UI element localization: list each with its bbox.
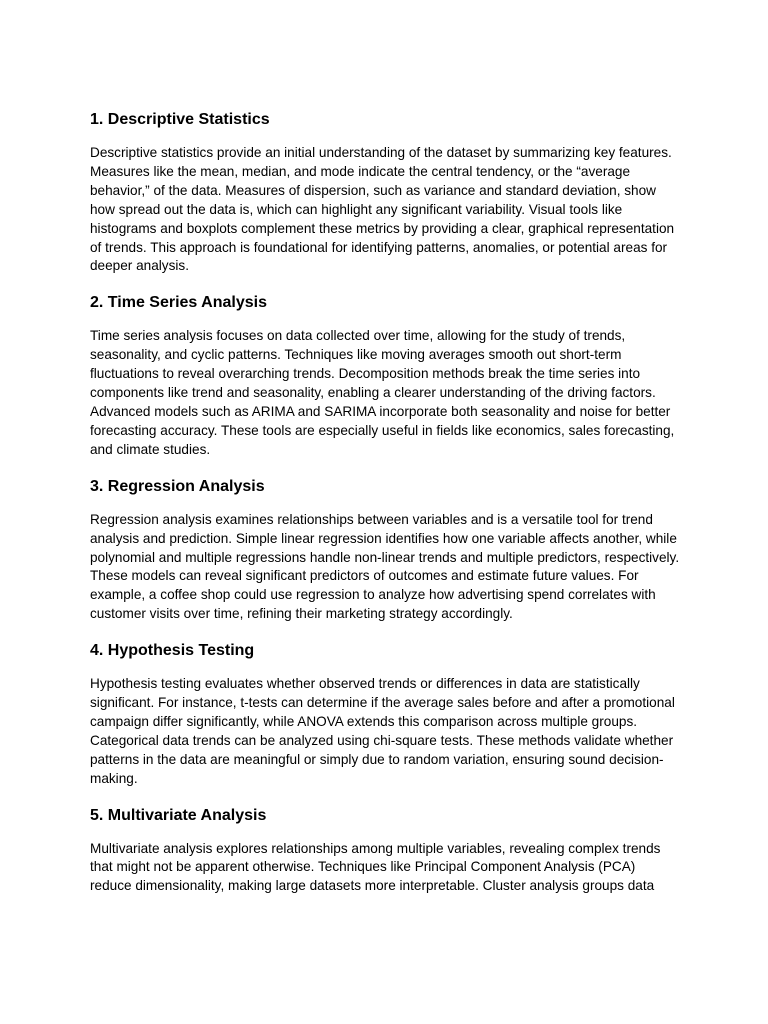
section-paragraph: Regression analysis examines relationships between variables and is a versatile tool for trend analysis and prediction. Simple linear regression identifies how one variable affects another, while polynomial and multiple regressions handle non-linear trends and multiple predictors, respectively. These models can reveal significant predictors of outcomes and estimate future values. For example, a coffee shop could use regression to analyze how advertising spend correlates with customer visits over time, refining their marketing strategy accordingly.: [90, 511, 680, 622]
section-paragraph: Time series analysis focuses on data collected over time, allowing for the study of trends, seasonality, and cyclic patterns. Techniques like moving averages smooth out short-term fluctuations to reveal overarching trends. Decomposition methods break the time series into components like trend and seasonality, enabling a clearer understanding of the driving factors. Advanced models such as ARIMA and SARIMA incorporate both seasonality and noise for better forecasting accuracy. These tools are especially useful in fields like economics, sales forecasting, and climate studies.: [90, 328, 675, 457]
section-descriptive-statistics: [90, 108, 680, 276]
section-paragraph: Multivariate analysis explores relationships among multiple variables, revealing complex trends that might not be apparent otherwise. Techniques like Principal Component Analysis (PCA) reduce dimensionality, making large datasets more interpretable. Cluster analysis groups data: [90, 840, 661, 894]
section-regression-analysis: [90, 475, 680, 624]
section-heading: 3. Regression Analysis: [90, 477, 265, 495]
section-heading: 1. Descriptive Statistics: [90, 111, 270, 128]
section-heading: 4. Hypothesis Testing: [90, 642, 255, 660]
document-page: [90, 108, 680, 911]
section-hypothesis-testing: [90, 639, 680, 788]
section-paragraph: Descriptive statistics provide an initial understanding of the dataset by summarizing key features. Measures like the mean, median, and mode indicate the central tendency, or the “average behavior,” of the data. Measures of dispersion, such as variance and standard deviation, show how spread out the data is, which can highlight any significant variability. Visual tools like histograms and boxplots complement these metrics by providing a clear, graphical representation of trends. This approach is foundational for identifying patterns, anomalies, or potential areas for deeper analysis.: [90, 145, 675, 274]
section-multivariate-analysis: [90, 804, 680, 897]
section-paragraph: Hypothesis testing evaluates whether observed trends or differences in data are statistically significant. For instance, t-tests can determine if the average sales before and after a promotional campaign differ significantly, while ANOVA extends this comparison across multiple groups. Categorical data trends can be analyzed using chi-square tests. These methods validate whether patterns in the data are meaningful or simply due to random variation, ensuring sound decision-making.: [90, 676, 675, 786]
section-heading: 2. Time Series Analysis: [90, 294, 267, 312]
section-time-series-analysis: [90, 291, 680, 459]
section-heading: 5. Multivariate Analysis: [90, 806, 267, 824]
